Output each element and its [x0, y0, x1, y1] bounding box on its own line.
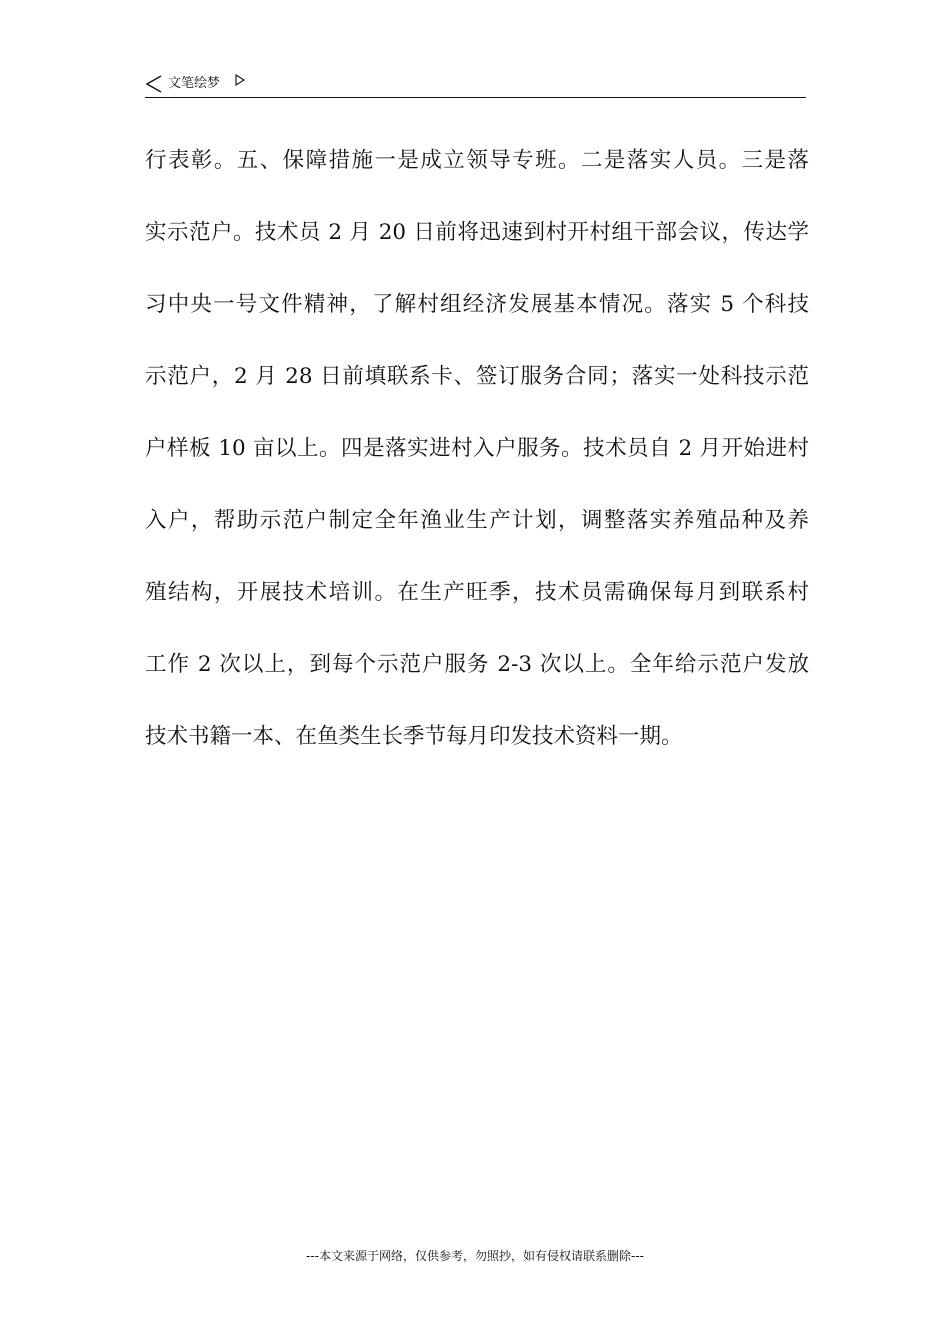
body-line: 入户，帮助示范户制定全年渔业生产计划，调整落实养殖品种及养 — [145, 508, 809, 533]
body-line: 实示范户。技术员 2 月 20 日前将迅速到村开村组干部会议，传达学 — [145, 220, 809, 245]
header-title: 文笔绘梦 — [168, 76, 221, 91]
document-body — [145, 132, 809, 780]
body-line: 习中央一号文件精神，了解村组经济发展基本情况。落实 5 个科技 — [145, 292, 809, 317]
page-header — [145, 72, 806, 98]
page-footer-disclaimer: ---本文来源于网络，仅供参考，勿照抄，如有侵权请联系删除--- — [306, 1249, 644, 1263]
body-line: 技术书籍一本、在鱼类生长季节每月印发技术资料一期。 — [145, 724, 683, 749]
body-line: 工作 2 次以上，到每个示范户服务 2-3 次以上。全年给示范户发放 — [145, 652, 809, 677]
body-line: 户样板 10 亩以上。四是落实进村入户服务。技术员自 2 月开始进村 — [145, 436, 809, 461]
left-triangle-outline-icon — [145, 75, 163, 93]
body-line: 行表彰。五、保障措施一是成立领导专班。二是落实人员。三是落 — [145, 148, 809, 173]
body-line: 殖结构，开展技术培训。在生产旺季，技术员需确保每月到联系村 — [145, 580, 809, 605]
body-line: 示范户，2 月 28 日前填联系卡、签订服务合同；落实一处科技示范 — [145, 364, 809, 389]
right-triangle-outline-icon — [234, 74, 246, 86]
header-divider — [145, 97, 806, 98]
